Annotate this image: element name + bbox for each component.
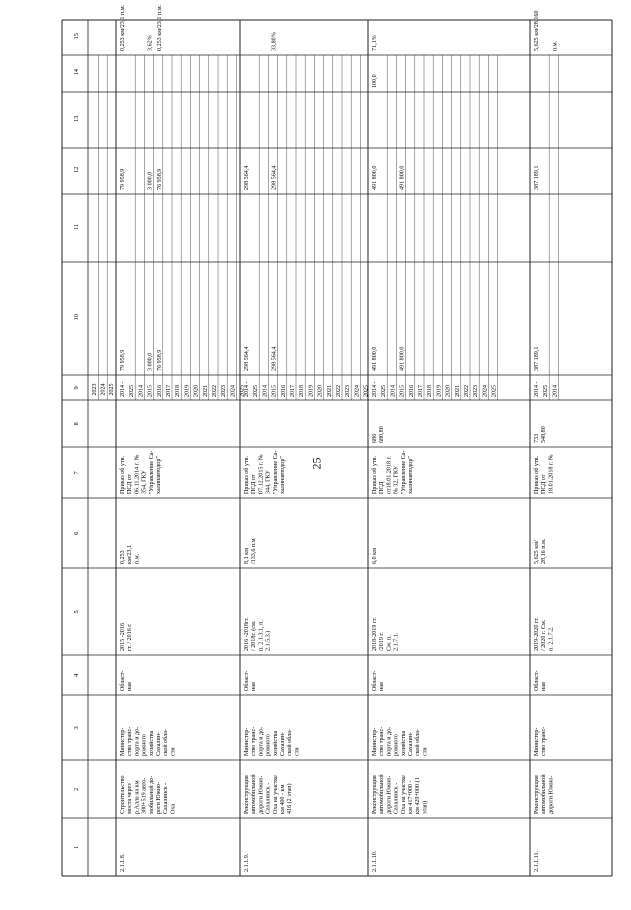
funding-value: 100,0 — [372, 74, 378, 88]
year-label: 2025 — [253, 385, 260, 397]
executor: порта и до- — [134, 726, 141, 756]
year-label: 2014 - — [244, 381, 250, 397]
object-name: дороги Южно- — [258, 775, 265, 814]
object-name: Реконструкция — [244, 775, 250, 814]
funding-value: 3 000,0 — [147, 171, 154, 190]
object-name: Оха на участке — [272, 775, 279, 814]
year-label: 2024 — [100, 383, 107, 396]
basis-document: ПСД от — [127, 474, 134, 494]
year-label: 2016 — [156, 385, 163, 397]
object-name: Сахалинск - — [265, 782, 272, 814]
progress-value: 5,625 км/28,160 — [534, 10, 540, 51]
executor: сти — [294, 747, 301, 756]
basis-document: № 32, ГКУ — [393, 465, 400, 494]
executor: ской обла- — [163, 729, 170, 756]
record-number: 2.1.1.10. — [372, 850, 378, 872]
construction-period: 2015 -2016 — [120, 623, 126, 651]
capacity: 5,625 км/ — [534, 540, 540, 564]
funding-value: 491 800,0 — [372, 346, 378, 371]
year-label: 2021 — [202, 385, 209, 397]
year-label: 2025 — [543, 385, 550, 397]
executor: Сахалин- — [156, 731, 162, 756]
funding-value: 491 800,0 — [372, 165, 378, 190]
year-label: 2017 — [418, 385, 424, 397]
progress-value: 71,1% — [372, 35, 378, 51]
object-name: мобильной до- — [148, 775, 155, 814]
funding-value: 76 958,9 — [156, 168, 163, 190]
object-name: км 400 - км — [280, 784, 286, 814]
executor: сти — [422, 747, 429, 756]
executor: рожного — [393, 734, 400, 756]
progress-value: п.м. — [552, 40, 559, 51]
year-label: 2017 — [290, 385, 296, 397]
capacity: 28,16 п.м. — [541, 538, 548, 564]
column-number: 11 — [73, 223, 80, 230]
column-number: 14 — [73, 69, 80, 76]
executor: ство транс- — [541, 726, 548, 756]
progress-value: 0,253 км/23,1 п.м. — [120, 4, 126, 51]
progress-value: 0,253 км/23,1 п.м. — [156, 4, 163, 51]
ownership: Област- — [244, 670, 250, 691]
construction-period: /2019 г. — [379, 632, 386, 651]
object-name: автомобильной — [541, 774, 548, 814]
ownership: Област- — [534, 670, 540, 691]
object-name: Оха на участке — [400, 775, 407, 814]
executor: порта и до- — [258, 726, 265, 756]
year-label: 2016 — [280, 385, 287, 397]
funding-value: 76 958,9 — [156, 349, 163, 371]
executor: Министер- — [372, 727, 378, 756]
year-label: 2018 — [175, 385, 182, 397]
basis-document: "Управление Са- — [400, 450, 407, 494]
capacity: 8,1 км — [244, 548, 250, 564]
object-name: Оха — [170, 803, 177, 814]
year-label: 2017 — [166, 385, 172, 397]
ownership: ная — [379, 682, 386, 691]
executor: ство транс- — [127, 726, 134, 756]
object-name: автомобильной — [251, 774, 258, 814]
funding-value: 491 800,0 — [399, 346, 406, 371]
executor: рожного — [265, 734, 272, 756]
basis-document: "Управление Са- — [272, 450, 279, 494]
record-number: 2.1.1.11. — [534, 850, 540, 872]
funding-value: 298 564,4 — [244, 346, 250, 371]
year-label: 2015 — [399, 385, 406, 397]
year-label: 2014 - — [534, 381, 540, 397]
year-label: 2022 — [336, 385, 342, 397]
executor: Сахалин- — [408, 731, 414, 756]
funding-value: 298 564,4 — [271, 346, 278, 371]
year-label: 2014 - — [120, 381, 126, 397]
year-label: 2024 — [230, 385, 237, 397]
ownership: ная — [127, 682, 134, 691]
funding-value: 387 189,1 — [534, 165, 540, 190]
basis-document: Приказ об утв. — [120, 456, 126, 494]
basis-document: Приказ об утв. — [372, 456, 378, 494]
construction-period: п. 2.1.7.2. — [548, 626, 555, 651]
capacity: п.м. — [134, 553, 141, 564]
year-label: 2022 — [464, 385, 470, 397]
year-label: 2014 - — [372, 381, 378, 397]
capacity: 6,0 км — [372, 548, 378, 564]
basis-document: халинавтодор" — [280, 456, 286, 494]
year-label: 2023 — [345, 385, 352, 397]
executor: хозяйства — [148, 730, 155, 756]
estimated-cost: 686 — [372, 433, 378, 443]
year-label: 2023 — [221, 385, 228, 397]
ownership: Област- — [120, 670, 126, 691]
construction-period: / 2020 г. См. — [541, 619, 548, 651]
column-number: 10 — [73, 314, 80, 321]
year-label: 2025 — [109, 383, 116, 396]
basis-document: 354, ГКУ — [141, 470, 148, 494]
executor: ство транс- — [379, 726, 386, 756]
year-label: 2025 — [381, 385, 388, 397]
capacity: км/23,1 — [127, 544, 134, 564]
year-label: 2018 — [427, 385, 434, 397]
object-name: км 417+000 - — [408, 780, 414, 814]
column-number: 12 — [73, 166, 80, 173]
executor: хозяйства — [400, 730, 407, 756]
construction-period: См. п. — [386, 635, 393, 651]
column-number: 8 — [73, 422, 80, 426]
basis-document: ПСД от — [541, 474, 548, 494]
construction-period: гг. / 2016 г. — [127, 623, 134, 651]
page-number: 25 — [309, 457, 324, 470]
year-label: 2014 — [390, 385, 397, 397]
column-number: 2 — [73, 787, 80, 791]
basis-document: ПСД — [379, 481, 386, 494]
basis-document: Приказ об утв. — [534, 456, 540, 494]
year-label: 2015 — [147, 385, 154, 397]
year-label: 2025 — [491, 385, 498, 397]
object-name: 380+519 авто- — [141, 777, 148, 814]
ownership: ная — [541, 682, 548, 691]
column-number: 13 — [73, 115, 80, 122]
object-name: км 429+000 (1 — [415, 777, 422, 814]
column-number: 4 — [73, 673, 80, 677]
record-number: 2.1.1.8. — [120, 853, 126, 872]
construction-period: 2.1.5.3.) — [265, 630, 272, 651]
column-number: 7 — [73, 471, 80, 475]
year-label: 2014 — [552, 385, 559, 397]
estimated-cost: 680,80 — [379, 426, 386, 443]
basis-document: Приказ об утв. — [244, 456, 250, 494]
year-label: 2020 — [193, 385, 200, 397]
construction-period: 2.1.7.1. — [393, 632, 400, 651]
ownership: ная — [251, 682, 258, 691]
year-label: 2019 — [308, 385, 315, 397]
column-number: 15 — [73, 33, 80, 40]
construction-period: 2018-2019 гг. — [372, 617, 378, 651]
object-name: 416 (2 этап) — [287, 783, 294, 814]
funding-value: 387 189,1 — [534, 346, 540, 371]
executor: ской обла- — [287, 729, 294, 756]
column-number: 5 — [73, 610, 80, 614]
construction-period: п. 2.1.3.1, п. — [258, 620, 265, 651]
basis-document: "Управление Са- — [148, 450, 155, 494]
object-name: дороги Южно- — [386, 775, 393, 814]
year-label: 2019 — [436, 385, 443, 397]
column-number: 6 — [73, 531, 80, 535]
object-name: Реконструкция — [534, 775, 540, 814]
executor: сти — [170, 747, 177, 756]
basis-document: 344, ГКУ — [265, 470, 272, 494]
column-number: 1 — [73, 845, 80, 849]
year-label: 2016 — [408, 385, 415, 397]
basis-document: от18.01.2018 г. — [386, 456, 393, 494]
year-label: 2021 — [326, 385, 333, 397]
construction-period: / 2018г. (см. — [251, 620, 258, 651]
column-number: 9 — [73, 386, 80, 390]
year-label: 2022 — [212, 385, 218, 397]
funding-value: 79 958,9 — [120, 349, 126, 371]
object-name: роги Южно- — [156, 781, 162, 814]
funding-value: 3 000,0 — [147, 352, 154, 371]
basis-document: халинавтодор" — [156, 456, 162, 494]
object-name: этап) — [422, 800, 429, 814]
executor: Министер- — [534, 727, 540, 756]
construction-period: 2019-2020 гг. — [534, 617, 540, 651]
object-name: Сахалинск - — [393, 782, 400, 814]
basis-document: ПСД от — [251, 474, 258, 494]
object-name: Строительство — [120, 775, 126, 814]
year-label: 2025 — [239, 385, 246, 397]
year-label: 2021 — [454, 385, 461, 397]
progress-value: 33,80% — [271, 32, 278, 51]
executor: ство транс- — [251, 726, 258, 756]
funding-value: 298 564,4 — [271, 165, 278, 190]
executor: Сахалин- — [280, 731, 286, 756]
executor: Министер- — [120, 727, 126, 756]
ownership: Област- — [372, 670, 378, 691]
executor: ской обла- — [415, 729, 422, 756]
object-name: Реконструкция — [372, 775, 378, 814]
funding-value: 298 564,4 — [244, 165, 250, 190]
year-label: 2024 — [482, 385, 489, 397]
object-name: Сахалинск - — [163, 782, 170, 814]
funding-value: 491 800,0 — [399, 165, 406, 190]
executor: рожного — [141, 734, 148, 756]
object-name: р.Алла на км — [134, 780, 141, 814]
year-label: 2019 — [184, 385, 191, 397]
year-label: 2015 — [271, 385, 278, 397]
year-label: 2023 — [473, 385, 480, 397]
executor: порта и до- — [386, 726, 393, 756]
year-label: 2020 — [317, 385, 324, 397]
basis-document: 18.01.2018 г. № — [548, 454, 555, 494]
year-label: 2024 — [354, 385, 361, 397]
progress-value: 3,62% — [147, 35, 154, 51]
capacity: 0,253 — [120, 550, 126, 564]
object-name: моста через — [127, 783, 134, 814]
funding-value: 79 958,9 — [120, 168, 126, 190]
record-number: 2.1.1.9. — [244, 853, 250, 872]
year-label: 2025 — [129, 385, 136, 397]
year-label: 2014 — [262, 385, 269, 397]
object-name: автомобильной — [379, 774, 386, 814]
executor: хозяйства — [272, 730, 279, 756]
year-label: 2018 — [299, 385, 306, 397]
column-number: 3 — [73, 726, 80, 730]
basis-document: 07.12.2015 г. № — [258, 454, 265, 494]
estimated-cost: 733 — [534, 433, 540, 443]
estimated-cost: 548,80 — [541, 426, 548, 443]
construction-period: 2016 -2018гг. — [244, 617, 250, 651]
year-label: 2025 — [363, 385, 370, 397]
basis-document: халинавтодор" — [408, 456, 414, 494]
year-label: 2023 — [92, 383, 98, 396]
executor: Министер- — [244, 727, 250, 756]
object-name: дороги Южно- — [548, 775, 555, 814]
capacity: /133,6 п.м — [251, 538, 258, 564]
year-label: 2014 — [138, 385, 145, 397]
year-label: 2020 — [445, 385, 452, 397]
basis-document: 06.11.2014 г. № — [134, 454, 141, 494]
